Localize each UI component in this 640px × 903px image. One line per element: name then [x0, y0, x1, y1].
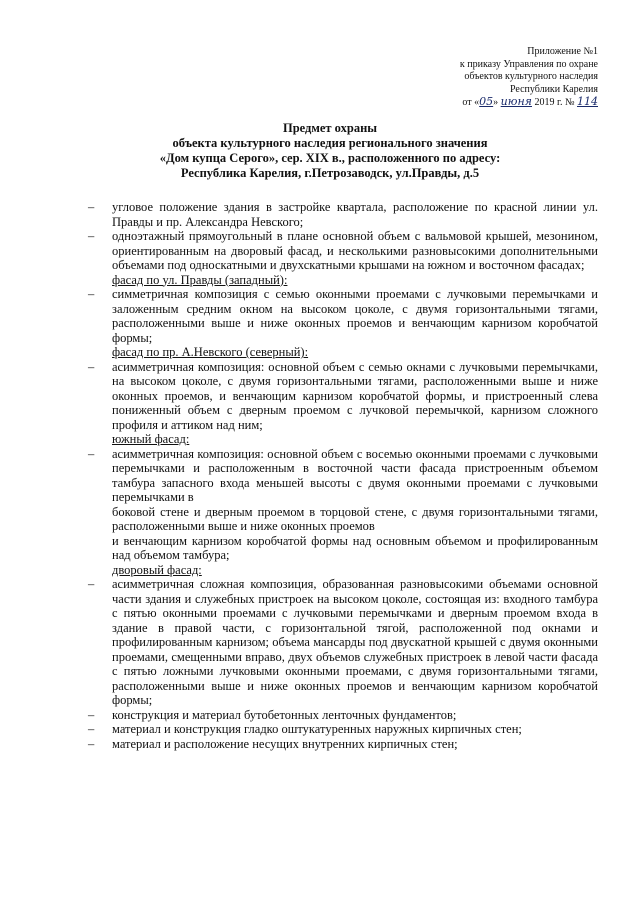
item-text: симметричная композиция с семью оконными проемами с лучковыми перемычками и заложенным средним окном на высоком цоколе, с двумя горизонтальными тягами, расположенными выше и ниже оконных проемов и венчающим карнизом коробчатой формы; — [112, 287, 598, 345]
list-item — [88, 737, 598, 752]
list-item — [88, 360, 598, 433]
item-text: конструкция и материал бутобетонных ленточных фундаментов; — [112, 707, 457, 722]
dash-bullet: – — [88, 287, 95, 301]
dash-bullet: – — [88, 707, 95, 722]
dash-bullet: – — [88, 722, 95, 736]
handwritten-number: 114 — [577, 95, 598, 108]
list-item — [88, 200, 598, 229]
appendix-line: Республики Карелия — [509, 83, 598, 95]
dash-bullet: – — [88, 736, 95, 751]
dash-bullet: – — [88, 577, 95, 591]
appendix-line: объектов культурного наследия — [464, 71, 598, 82]
subheading-yard: дворовый фасад: — [112, 562, 202, 577]
list-item — [88, 447, 598, 505]
continuation-text: и венчающим карнизом коробчатой формы над основным объемом и профилированным над объемом тамбура; — [112, 533, 598, 562]
appendix-line: Приложение №1 — [527, 46, 598, 57]
list-item — [88, 708, 598, 723]
title-line: «Дом купца Серого», сер. XIX в., расположенного по адресу: — [159, 151, 501, 165]
dash-bullet: – — [88, 200, 95, 214]
continuation-text: боковой стене и дверным проемом в торцовой стене, с двумя горизонтальными тягами, расположенными выше и ниже оконных проемов — [112, 504, 598, 533]
list-item — [88, 287, 598, 345]
title-line: объекта культурного наследия регионального значения — [172, 136, 488, 150]
list-item — [88, 722, 598, 737]
handwritten-day: 05 — [479, 95, 494, 108]
item-text: асимметричная сложная композиция, образованная разновысокими объемами основной части здания и служебных пристроек на высоком цоколе, состоящая из: входного тамбура с пятью оконными проемами с лучковыми перемычками и дверным проемом входа в здание в правой части, с горизонтальной тягой, расположенной под окнами и профилированным карнизом; объема мансарды под двускатной крышей с двумя оконными проемами, смещенными вправо, двух объемов служебных пристроек в левой части фасада с пятью ложными лучковыми оконными проемами, с двумя горизонтальными тягами, расположенными выше и ниже оконных проемов и венчающим карнизом коробчатой формы; — [112, 577, 598, 707]
handwritten-month: июня — [500, 95, 532, 108]
dash-bullet: – — [88, 359, 95, 374]
dash-bullet: – — [88, 229, 95, 243]
subheading-west: фасад по ул. Правды (западный): — [112, 272, 288, 287]
appendix-block — [460, 46, 598, 110]
document-body — [88, 200, 598, 751]
subheading-north: фасад по пр. А.Невского (северный): — [112, 345, 309, 359]
date-prefix: от « — [462, 97, 480, 108]
title-line: Предмет охраны — [282, 121, 378, 135]
item-text: угловое положение здания в застройке квартала, расположение по красной линии ул. Правды и пр. Александра Невского; — [112, 200, 598, 229]
dash-bullet: – — [88, 446, 95, 461]
order-date-line — [460, 96, 598, 110]
appendix-line: к приказу Управления по охране — [459, 58, 598, 70]
list-item — [88, 577, 598, 708]
item-text: одноэтажный прямоугольный в плане основной объем с вальмовой крышей, мезонином, ориентированным на дворовый фасад, и несколькими разновысокими дополнительными объемами под односкатными и двухскатными крышами на южном и восточном фасадах; — [112, 229, 598, 272]
list-item — [88, 229, 598, 273]
subheading-south: южный фасад: — [112, 432, 190, 446]
item-text: асимметричная композиция: основной объем с семью окнами с лучковыми перемычками, на высоком цоколе, с двумя горизонтальными тягами, расположенными выше и ниже оконных проемов, и венчающим карнизом коробчатой формы, и пристроенный слева пониженный объем с дверным проемом с лучковой перемычкой, карнизом сложного профиля и аттиком над ним; — [112, 359, 598, 432]
item-text: асимметричная композиция: основной объем с восемью оконными проемами с лучковыми перемычками и расположенным в восточной части фасада пристроенным объемом тамбура запасного входа меньшей высоты с двумя оконными проемами с лучковыми перемычками в — [112, 446, 598, 504]
title-line: Республика Карелия, г.Петрозаводск, ул.Правды, д.5 — [180, 166, 480, 180]
date-mid: » — [493, 97, 501, 108]
document-title — [80, 121, 580, 181]
date-year: 2019 г. № — [531, 97, 577, 108]
item-text: материал и расположение несущих внутренних кирпичных стен; — [112, 736, 458, 751]
item-text: материал и конструкция гладко оштукатуренных наружных кирпичных стен; — [112, 722, 522, 736]
